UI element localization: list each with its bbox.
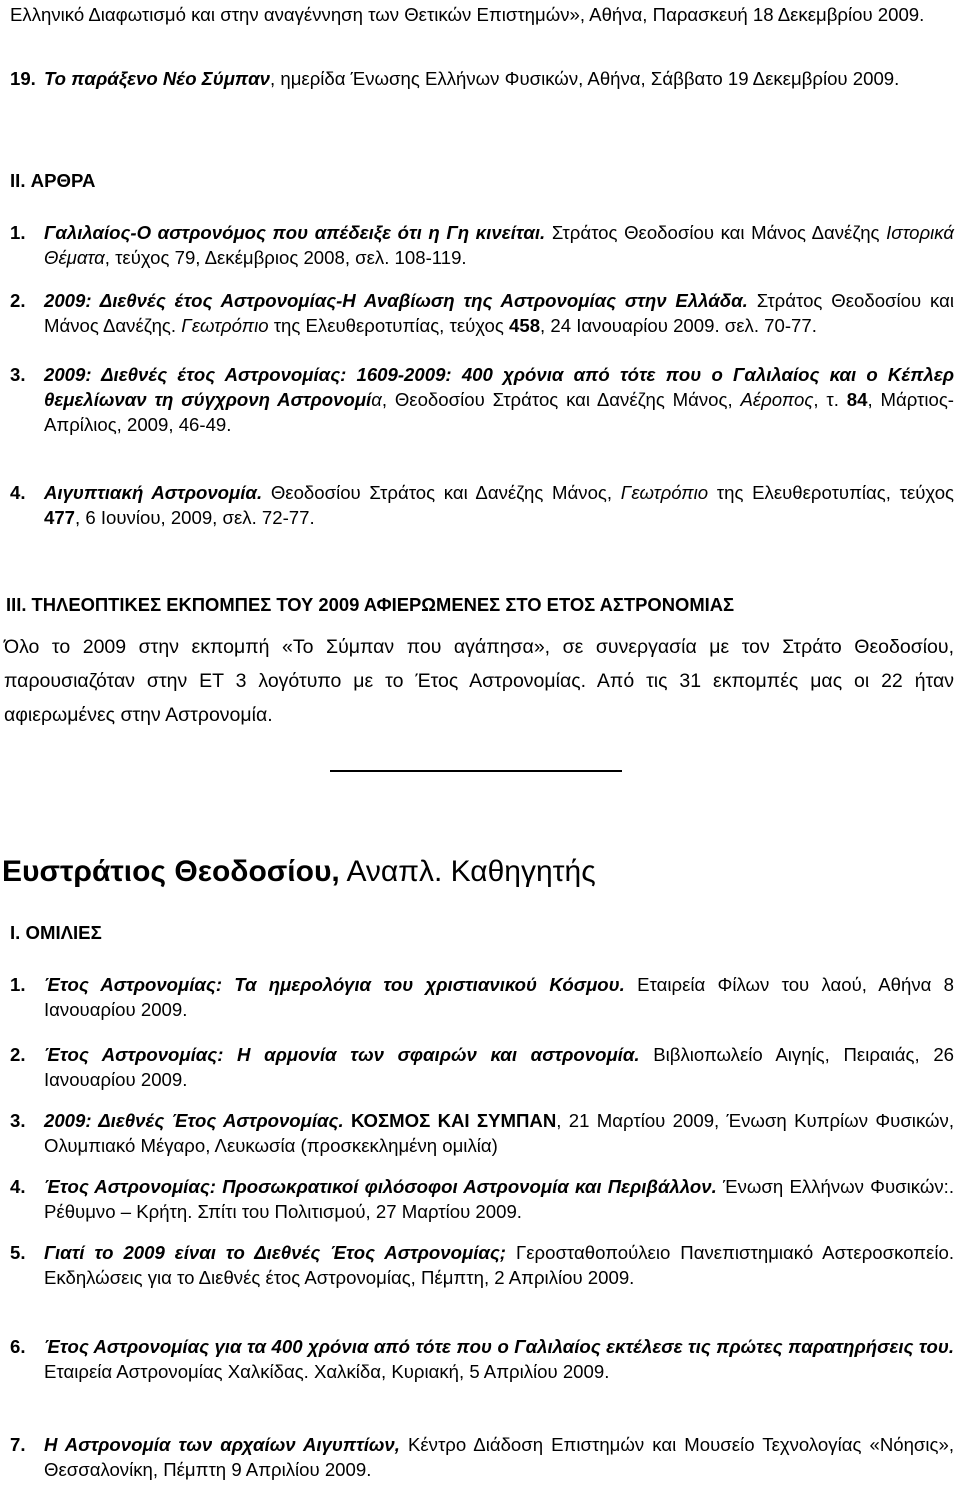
- article-item-1: 1. Γαλιλαίος-Ο αστρονόμος που απέδειξε ότι η Γη κινείται. Στράτος Θεοδοσίου και Μάνος Δανέζης Ιστορικά Θέματα, τεύχος 79, Δεκέμβριος 2008, σελ. 108-119.: [10, 222, 954, 268]
- tv-paragraph: Όλο το 2009 στην εκπομπή «Το Σύμπαν που αγάπησα», σε συνεργασία με τον Στράτο Θεοδοσίου, παρουσιαζόταν στην ΕΤ 3 λογότυπο με το Έτος Αστρονομίας. Από τις 31 εκπομπές μας οι 22 ήταν αφιερωμένες στην Αστρονομία.: [4, 636, 954, 726]
- section-heading-tv: III. ΤΗΛΕΟΠΤΙΚΕΣ ΕΚΠΟΜΠΕΣ ΤΟΥ 2009 ΑΦΙΕΡΩΜΕΝΕΣ ΣΤΟ ΕΤΟΣ ΑΣΤΡΟΝΟΜΙΑΣ: [6, 594, 735, 615]
- article-item-4: 4. Αιγυπτιακή Αστρονομία. Θεοδοσίου Στράτος και Δανέζης Μάνος, Γεωτρόπιο της Ελευθεροτυπίας, τεύχος 477, 6 Ιουνίου, 2009, σελ. 72-77.: [10, 482, 954, 528]
- talk-item-3: 3. 2009: Διεθνές Έτος Αστρονομίας. ΚΟΣΜΟΣ ΚΑΙ ΣΥΜΠΑΝ, 21 Μαρτίου 2009, Ένωση Κυπρίων Φυσικών, Ολυμπιακό Μέγαρο, Λευκωσία (προσκεκλημένη ομιλία): [10, 1110, 954, 1156]
- article-item-2: 2. 2009: Διεθνές έτος Αστρονομίας-Η Αναβίωση της Αστρονομίας στην Ελλάδα. Στράτος Θεοδοσίου και Μάνος Δανέζης. Γεωτρόπιο της Ελευθεροτυπίας, τεύχος 458, 24 Ιανουαρίου 2009. σελ. 70-77.: [10, 290, 954, 336]
- item-number: 19.: [10, 68, 36, 89]
- continued-item-text: Ελληνικό Διαφωτισμό και στην αναγέννηση των Θετικών Επιστημών», Αθήνα, Παρασκευή 18 Δεκεμβρίου 2009.: [10, 4, 925, 25]
- talk-item-5: 5. Γιατί το 2009 είναι το Διεθνές Έτος Αστρονομίας; Γεροσταθοπούλειο Πανεπιστημιακό Αστεροσκοπείο. Εκδηλώσεις για το Διεθνές έτος Αστρονομίας, Πέμπτη, 2 Απριλίου 2009.: [10, 1242, 954, 1288]
- item-title: Το παράξενο Νέο Σύμπαν: [44, 68, 271, 89]
- author-heading: Ευστράτιος Θεοδοσίου, Αναπλ. Καθηγητής: [2, 855, 596, 888]
- list-item-19: 19. Το παράξενο Νέο Σύμπαν, ημερίδα Ένωσης Ελλήνων Φυσικών, Αθήνα, Σάββατο 19 Δεκεμβρίου 2009.: [10, 68, 900, 89]
- talk-item-1: 1. Έτος Αστρονομίας: Τα ημερολόγια του χριστιανικού Κόσμου. Εταιρεία Φίλων του λαού, Αθήνα 8 Ιανουαρίου 2009.: [10, 974, 954, 1020]
- section-heading-articles: II. ΑΡΘΡΑ: [10, 170, 96, 191]
- separator-rule: [330, 770, 622, 772]
- section-heading-talks: I. ΟΜΙΛΙΕΣ: [10, 922, 102, 943]
- talk-item-2: 2. Έτος Αστρονομίας: Η αρμονία των σφαιρών και αστρονομία. Βιβλιοπωλείο Αιγηίς, Πειραιάς, 26 Ιανουαρίου 2009.: [10, 1044, 955, 1090]
- talk-item-4: 4. Έτος Αστρονομίας: Προσωκρατικοί φιλόσοφοι Αστρονομία και Περιβάλλον. Ένωση Ελλήνων Φυσικών:. Ρέθυμνο – Κρήτη. Σπίτι του Πολιτισμού, 27 Μαρτίου 2009.: [10, 1176, 954, 1222]
- article-item-3: 3. 2009: Διεθνές έτος Αστρονομίας: 1609-2009: 400 χρόνια από τότε που ο Γαλιλαίος και ο Κέπλερ θεμελίωναν τη σύγχρονη Αστρονομία, Θεοδοσίου Στράτος και Δανέζης Μάνος, Αέροπος, τ. 84, Μάρτιος- Απρίλιος, 2009, 46-49.: [10, 364, 954, 435]
- talk-item-7: 7. Η Αστρονομία των αρχαίων Αιγυπτίων, Κέντρο Διάδοση Επιστημών και Μουσείο Τεχνολογίας «Νόησις», Θεσσαλονίκη, Πέμπτη 9 Απριλίου 2009.: [10, 1434, 955, 1480]
- talk-item-6: 6. Έτος Αστρονομίας για τα 400 χρόνια από τότε που ο Γαλιλαίος εκτέλεσε τις πρώτες παρατηρήσεις του. Εταιρεία Αστρονομίας Χαλκίδας. Χαλκίδα, Κυριακή, 5 Απριλίου 2009.: [10, 1336, 954, 1382]
